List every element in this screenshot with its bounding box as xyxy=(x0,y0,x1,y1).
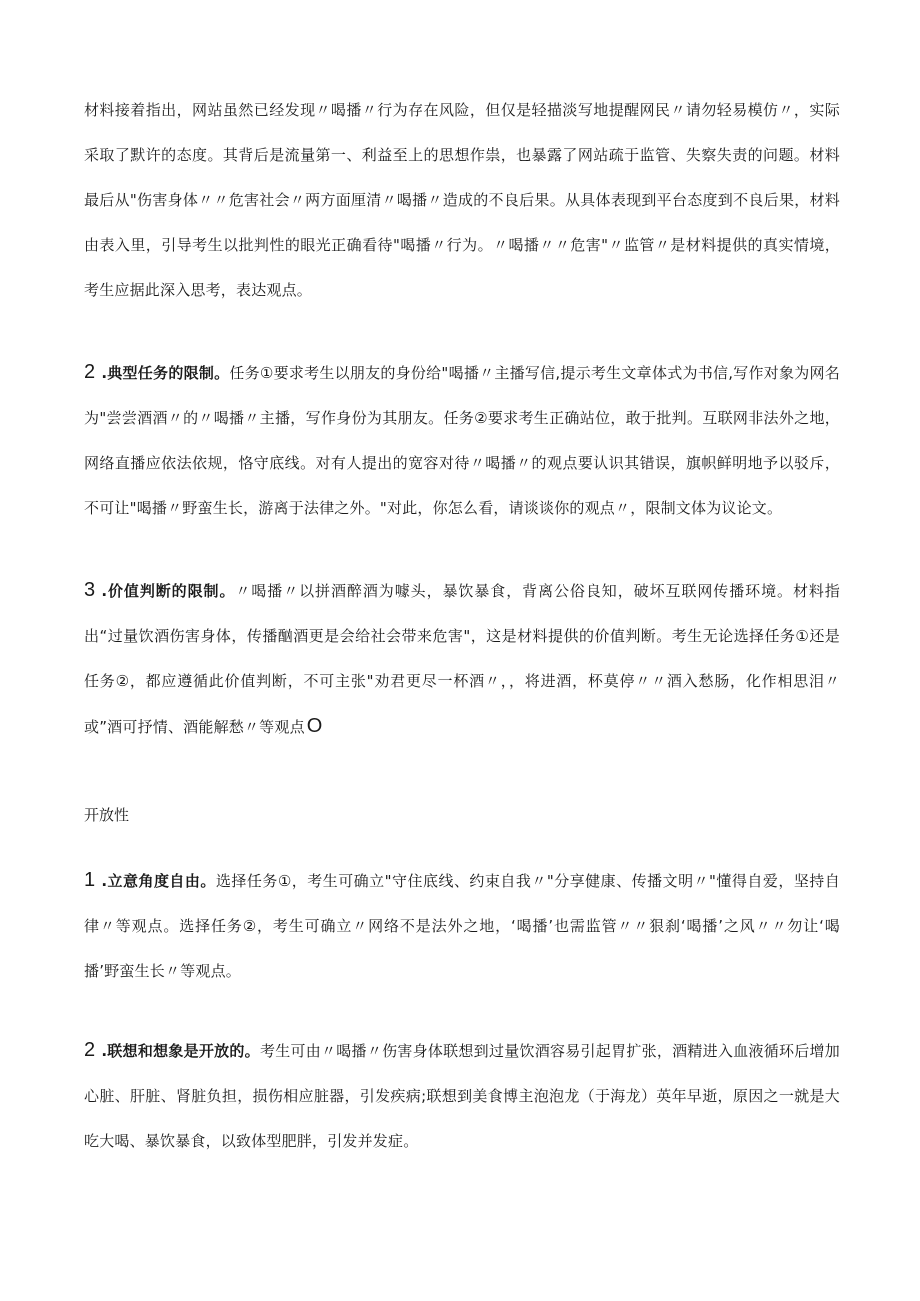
item-number: 3 xyxy=(84,579,96,601)
item-number: 2 xyxy=(84,1039,96,1061)
section-heading-openness: 开放性 xyxy=(84,806,130,824)
paragraph-text: 考生可由〃喝播〃伤害身体联想到过量饮酒容易引起胃扩张，酒精进入血液循环后增加心脏、肝脏、肾脏负担，损伤相应脏器，引发疾病;联想到美食博主泡泡龙（于海龙）英年早逝，原因之一就是大吃大喝、暴饮暴食，以致体型肥胖，引发并发症。 xyxy=(84,1042,840,1150)
item-title: .立意角度自由。 xyxy=(101,872,216,890)
item-title: .典型任务的限制。 xyxy=(101,364,230,382)
paragraph-typical-task-limits xyxy=(84,350,840,531)
paragraph-text: 选择任务①，考生可确立"守住底线、约束自我〃"分享健康、传播文明〃"懂得自爱，坚持自律〃等观点。选择任务②，考生可确立〃网络不是法外之地，‘喝播’也需监管〃〃狠刹‘喝播’之风〃〃勿让‘喝播’野蛮生长〃等观点。 xyxy=(84,872,840,980)
paragraph-open-association xyxy=(84,1028,840,1164)
paragraph-free-angle xyxy=(84,858,840,994)
item-title: .联想和想象是开放的。 xyxy=(101,1042,260,1060)
item-title: .价值判断的限制。 xyxy=(101,582,236,600)
paragraph-value-judgement-limits xyxy=(84,568,840,750)
paragraph-ending-mark: O xyxy=(306,715,323,737)
item-number: 1 xyxy=(84,869,96,891)
paragraph-text: 材料接着指出，网站虽然已经发现〃喝播〃行为存在风险，但仅是轻描淡写地提醒网民〃请勿轻易模仿〃，实际采取了默许的态度。其背后是流量第一、利益至上的思想作祟，也暴露了网站疏于监管、失察失责的问题。材料最后从"伤害身体〃〃危害社会〃两方面厘清〃喝播〃造成的不良后果。从具体表现到平台态度到不良后果，材料由表入里，引导考生以批判性的眼光正确看待"喝播〃行为。〃喝播〃〃危害"〃监管〃是材料提供的真实情境，考生应据此深入思考，表达观点。 xyxy=(84,101,840,299)
paragraph-text: 〃喝播〃以拼酒醉酒为噱头，暴饮暴食，背离公俗良知，破坏互联网传播环境。材料指出“过量饮酒伤害身体，传播酗酒更是会给社会带来危害"，这是材料提供的价值判断。考生无论选择任务①还是任务②，都应遵循此价值判断，不可主张"劝君更尽一杯酒〃，，将进酒，杯莫停〃〃酒入愁肠，化作相思泪〃或”酒可抒情、酒能解愁〃等观点 xyxy=(84,582,841,736)
item-number: 2 xyxy=(84,361,96,383)
paragraph-material-analysis xyxy=(84,88,840,313)
paragraph-text: 任务①要求考生以朋友的身份给"喝播〃主播写信,提示考生文章体式为书信,写作对象为网名为"尝尝酒酒〃的〃喝播〃主播，写作身份为其朋友。任务②要求考生正确站位，敢于批判。互联网非法外之地，网络直播应依法依规，恪守底线。对有人提出的宽容对待〃喝播〃的观点要认识其错误，旗帜鲜明地予以驳斥，不可让"喝播〃野蛮生长，游离于法律之外。"对此，你怎么看，请谈谈你的观点〃，限制文体为议论文。 xyxy=(84,364,841,517)
